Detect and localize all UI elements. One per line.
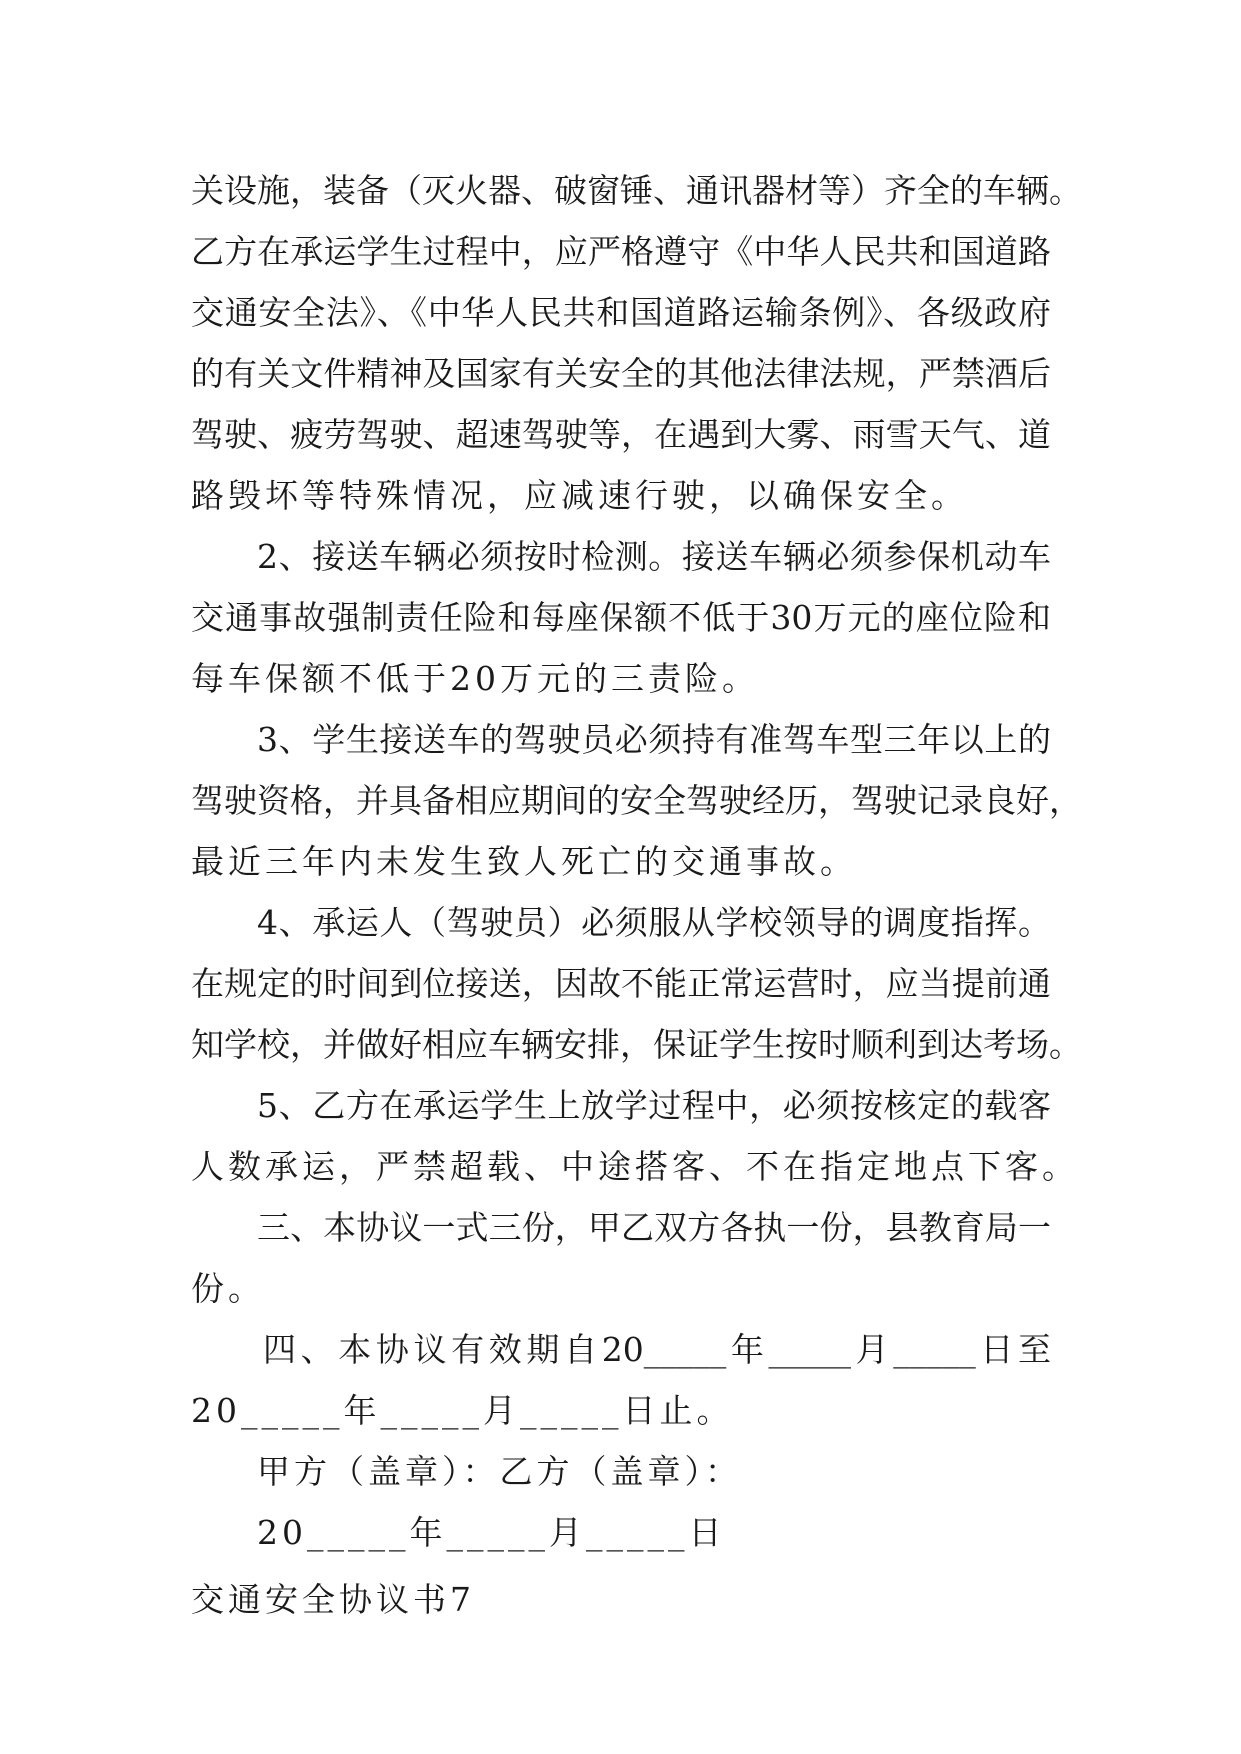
text-line: 路毁坏等特殊情况，应减速行驶，以确保安全。	[191, 476, 968, 515]
text-line: 四、本协议有效期自20_____年_____月_____日至	[263, 1330, 1051, 1369]
text-line: 知学校，并做好相应车辆安排，保证学生按时顺利到达考场。	[191, 1025, 1082, 1064]
text-line: 每车保额不低于20万元的三责险。	[191, 659, 759, 698]
text-line: 乙方在承运学生过程中，应严格遵守《中华人民共和国道路	[191, 232, 1051, 271]
text-line: 最近三年内未发生致人死亡的交通事故。	[191, 842, 857, 881]
text-line: 5、乙方在承运学生上放学过程中，必须按核定的载客	[257, 1086, 1051, 1125]
text-line: 三、本协议一式三份，甲乙双方各执一份，县教育局一	[257, 1208, 1051, 1247]
text-line: 关设施，装备（灭火器、破窗锤、通讯器材等）齐全的车辆。	[191, 171, 1082, 210]
date-line: 20_____年_____月_____日	[257, 1513, 726, 1552]
text-line: 交通安全法》、《中华人民共和国道路运输条例》、各级政府	[191, 293, 1051, 332]
document-page	[191, 160, 1082, 1630]
text-line: 份。	[191, 1269, 265, 1308]
text-line: 20_____年_____月_____日止。	[191, 1391, 734, 1430]
section-title: 交通安全协议书7	[191, 1580, 475, 1619]
text-line: 在规定的时间到位接送，因故不能正常运营时，应当提前通	[191, 964, 1051, 1003]
text-line: 4、承运人（驾驶员）必须服从学校领导的调度指挥。	[257, 903, 1051, 942]
text-line: 驾驶、疲劳驾驶、超速驾驶等，在遇到大雾、雨雪天气、道	[191, 415, 1051, 454]
text-line: 人数承运，严禁超载、中途搭客、不在指定地点下客。	[191, 1147, 1079, 1186]
text-line: 交通事故强制责任险和每座保额不低于30万元的座位险和	[191, 598, 1051, 637]
text-line: 驾驶资格，并具备相应期间的安全驾驶经历，驾驶记录良好，	[191, 781, 1082, 820]
signature-line: 甲方（盖章）：乙方（盖章）：	[257, 1452, 742, 1491]
text-line: 的有关文件精神及国家有关安全的其他法律法规，严禁酒后	[191, 354, 1051, 393]
text-line: 3、学生接送车的驾驶员必须持有准驾车型三年以上的	[257, 720, 1051, 759]
text-line: 2、接送车辆必须按时检测。接送车辆必须参保机动车	[257, 537, 1051, 576]
